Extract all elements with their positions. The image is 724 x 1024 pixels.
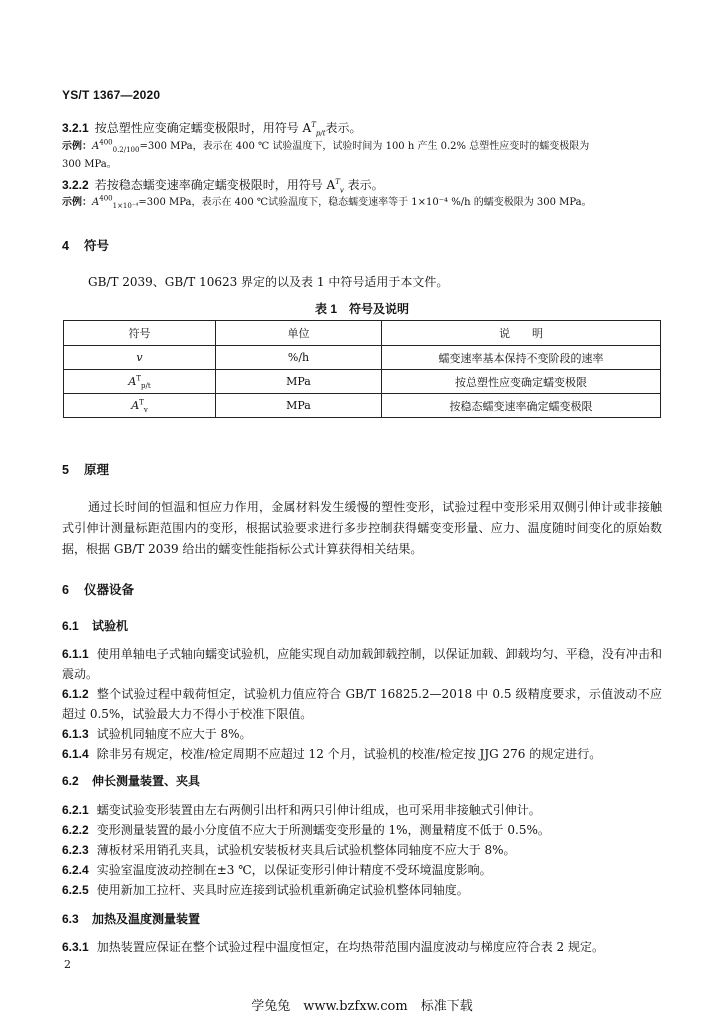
symbol-sup: T xyxy=(335,178,340,186)
symbol-table xyxy=(63,320,661,418)
example-symbol: A xyxy=(92,141,100,152)
cell-unit: MPa xyxy=(216,394,382,418)
subsection-number: 6.2 xyxy=(62,774,79,788)
clause-6-2-4: 6.2.4 实验室温度波动控制在±3 ℃，以保证变形引伸计精度不受环境温度影响。 xyxy=(62,863,492,877)
symbol-sub: p/t xyxy=(315,129,326,138)
subsection-number: 6.1 xyxy=(62,619,79,633)
table-header-row xyxy=(64,321,661,346)
cell-unit: MPa xyxy=(216,370,382,394)
symbol-sub: v xyxy=(339,186,344,195)
header-description: 说 明 xyxy=(382,321,661,346)
example-label: 示例： xyxy=(62,141,92,152)
clause-6-1-3: 6.1.3 试验机同轴度不应大于 8%。 xyxy=(62,727,252,741)
footer-watermark: 学兔兔 www.bzfxw.com 标准下载 xyxy=(251,999,473,1014)
clause-6-1-1: 6.1.1 使用单轴电子式轴向蠕变试验机，应能实现自动加载卸载控制，以保证加载、卸载均匀、平稳，没有冲击和震动。 xyxy=(62,647,662,681)
subsection-6-1-heading xyxy=(62,617,128,634)
document-code-header: YS/T 1367—2020 xyxy=(62,88,161,102)
section-title: 原理 xyxy=(84,463,110,477)
section-4-heading xyxy=(62,236,109,254)
section-title: 符号 xyxy=(84,239,110,253)
clause-number: 3.2.1 xyxy=(62,121,89,135)
section-title: 仪器设备 xyxy=(84,583,135,597)
cell-description: 按总塑性应变确定蠕变极限 xyxy=(382,370,661,394)
clause-6-1-4: 6.1.4 除非另有规定，校准/检定周期不应超过 12 个月，试验机的校准/检定按 JJG 276 的规定进行。 xyxy=(62,747,602,761)
clause-3-2-1 xyxy=(62,120,662,136)
section-number: 5 xyxy=(62,463,69,477)
example-symbol: A xyxy=(92,197,100,208)
subsection-6-3-heading xyxy=(62,910,200,927)
clause-6-2-1: 6.2.1 蠕变试验变形装置由左右两侧引出杆和两只引伸计组成，也可采用非接触式引伸计。 xyxy=(62,803,541,817)
cell-symbol: v xyxy=(64,346,216,370)
table-row xyxy=(64,346,661,370)
table-caption: 表 1 符号及说明 xyxy=(314,302,409,316)
clause-6-2-3: 6.2.3 薄板材采用销孔夹具，试验机安装板材夹具后试验机整体同轴度不应大于 8%。 xyxy=(62,843,516,857)
clause-number: 3.2.2 xyxy=(62,178,89,192)
subsection-title: 伸长测量装置、夹具 xyxy=(92,774,201,788)
clause-6-3-1: 6.3.1 加热装置应保证在整个试验过程中温度恒定，在均热带范围内温度波动与梯度应符合表 2 规定。 xyxy=(62,940,604,954)
header-unit: 单位 xyxy=(216,321,382,346)
table-row xyxy=(64,370,661,394)
section-5-heading xyxy=(62,460,109,478)
section-4-intro: GB/T 2039、GB/T 10623 界定的以及表 1 中符号适用于本文件。 xyxy=(88,275,449,289)
example-sub: 1×10⁻⁴ xyxy=(112,202,139,210)
table-row xyxy=(64,394,661,418)
cell-description: 按稳态蠕变速率确定蠕变极限 xyxy=(382,394,661,418)
cell-symbol: $A^T_{p/t}$ xyxy=(64,370,216,394)
clause-6-2-5: 6.2.5 使用新加工拉杆、夹具时应连接到试验机重新确定试验机整体同轴度。 xyxy=(62,883,469,897)
header-symbol: 符号 xyxy=(64,321,216,346)
clause-6-1-2: 6.1.2 整个试验过程中载荷恒定，试验机力值应符合 GB/T 16825.2—2018 中 0.5 级精度要求，示值波动不应超过 0.5%，试验最大力不得小于校准下限值。 xyxy=(62,687,662,721)
example-label: 示例： xyxy=(62,197,92,208)
subsection-title: 试验机 xyxy=(92,619,129,633)
example-sub: 0.2/100 xyxy=(112,146,140,154)
page-number: 2 xyxy=(64,958,71,971)
example-text: =300 MPa，表示在 400 ℃试验温度下，稳态蠕变速率等于 1×10⁻⁴ %/h 的蠕变极限为 300 MPa。 xyxy=(138,197,592,208)
section-number: 4 xyxy=(62,239,69,253)
symbol-sup: T xyxy=(311,121,316,129)
cell-unit: %/h xyxy=(216,346,382,370)
subsection-6-2-heading xyxy=(62,772,200,789)
example-3-2-1 xyxy=(62,140,662,154)
section-5-paragraph: 通过长时间的恒温和恒应力作用，金属材料发生缓慢的塑性变形，试验过程中变形采用双侧引伸计或非接触式引伸计测量标距范围内的变形，根据试验要求进行多步控制获得蠕变变形量、应力、温度随时间变化的原始数据，根据 GB/T 2039 给出的蠕变性能指标公式计算获得相关结果。 xyxy=(62,500,662,556)
subsection-number: 6.3 xyxy=(62,912,79,926)
example-sup: 400 xyxy=(99,194,113,203)
clause-6-2-2: 6.2.2 变形测量装置的最小分度值不应大于所测蠕变变形量的 1%，测量精度不低于 0.5%。 xyxy=(62,823,550,837)
example-text: =300 MPa，表示在 400 ℃ 试验温度下，试验时间为 100 h 产生 0.2% 总塑性应变时的蠕变极限为 xyxy=(139,141,590,152)
example-3-2-1-cont: 300 MPa。 xyxy=(62,159,117,170)
example-sup: 400 xyxy=(99,138,113,147)
cell-symbol: $A^T_v$ xyxy=(64,394,216,418)
cell-description: 蠕变速率基本保持不变阶段的速率 xyxy=(382,346,661,370)
clause-text: 按总塑性应变确定蠕变极限时，用符号 A xyxy=(94,121,312,135)
clause-3-2-2 xyxy=(62,177,662,193)
clause-text: 若按稳态蠕变速率确定蠕变极限时，用符号 A xyxy=(94,178,336,192)
clause-text-end: 表示。 xyxy=(325,121,362,135)
subsection-title: 加热及温度测量装置 xyxy=(92,912,201,926)
clause-text-end: 表示。 xyxy=(343,178,384,192)
example-3-2-2 xyxy=(62,196,662,210)
section-number: 6 xyxy=(62,583,69,597)
section-6-heading xyxy=(62,580,134,598)
